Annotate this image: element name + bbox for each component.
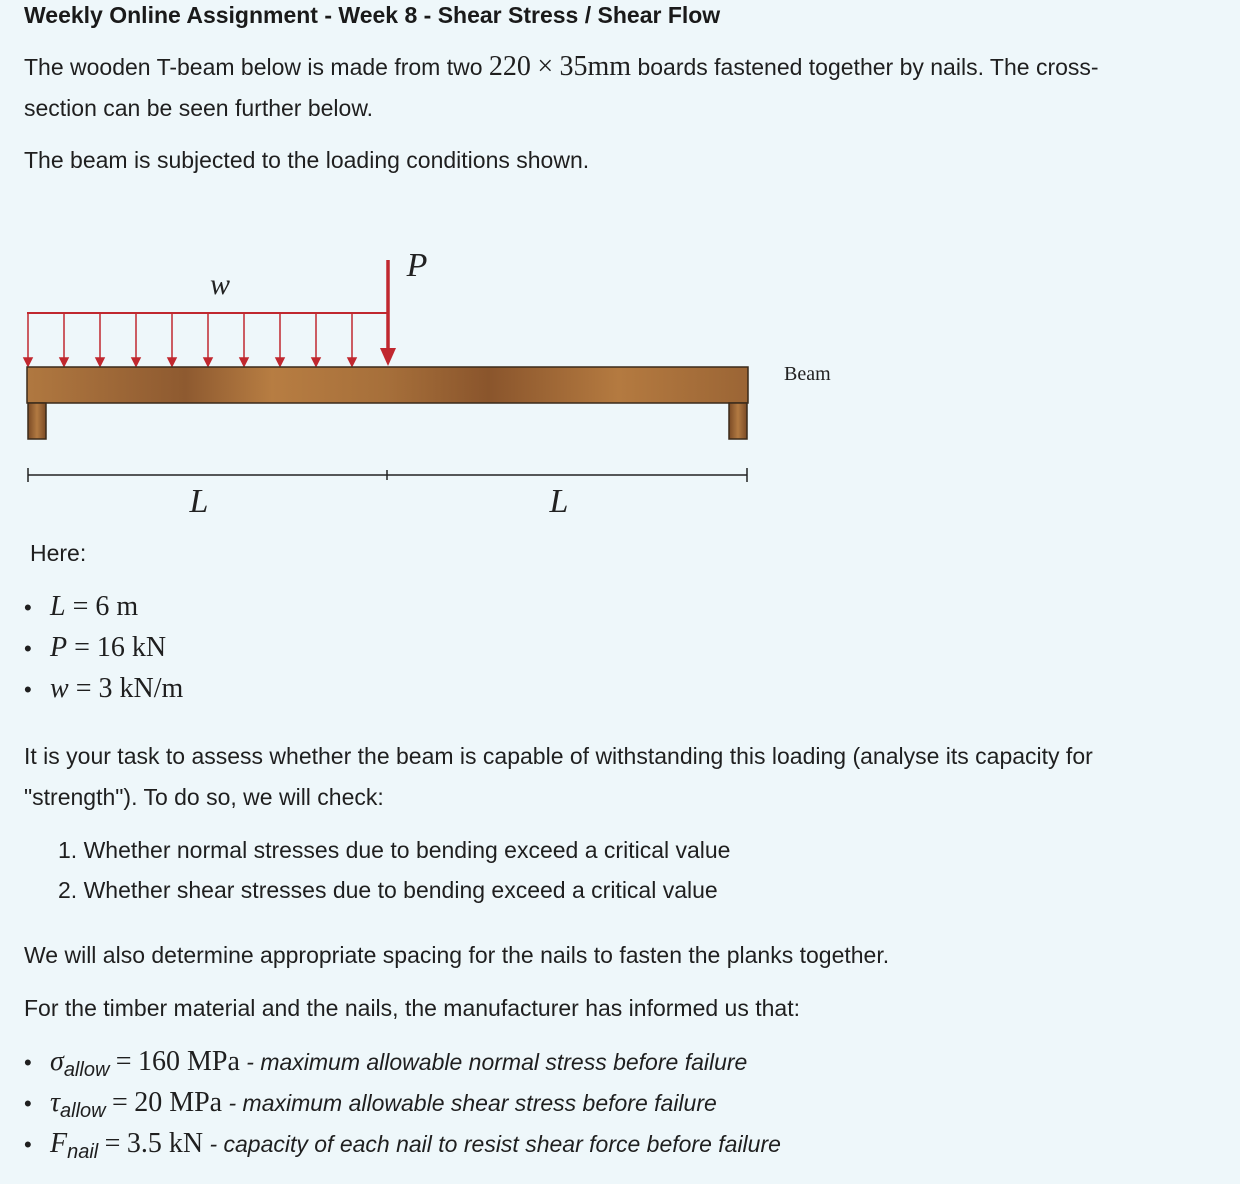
- intro-paragraph: [24, 46, 1099, 129]
- variable-item: • w = 3 kN/m: [24, 673, 184, 704]
- variable-list: [24, 586, 183, 709]
- allowable-item: • $F_{nail} = 3.5$ kN - capacity of each nail to resist shear force before failure: [24, 1128, 781, 1163]
- check-item: 2. Whether shear stresses due to bending exceed a critical value: [58, 877, 718, 903]
- nails-text: We will also determine appropriate spacing for the nails to fasten the planks together.: [24, 942, 890, 968]
- label-l-right: L: [549, 483, 569, 520]
- beam-diagram: [0, 240, 900, 530]
- allowables-list: [24, 1041, 781, 1164]
- right-support: [729, 403, 747, 439]
- left-support: [28, 403, 46, 439]
- intro-line1-pre: The wooden T-beam below is made from two: [24, 54, 489, 80]
- times-sign: ×: [537, 51, 554, 82]
- distributed-load: [24, 313, 388, 366]
- task-line2: "strength"). To do so, we will check:: [24, 784, 384, 810]
- intro-line1-post: boards fastened together by nails. The cross-: [631, 54, 1099, 80]
- label-beam: Beam: [784, 363, 831, 385]
- page-title: Weekly Online Assignment - Week 8 - Shear Stress / Shear Flow: [24, 2, 721, 28]
- label-w: w: [209, 268, 231, 301]
- dimension-line: [28, 468, 747, 482]
- allowable-item: • $\sigma_{allow} = 160$ MPa - maximum allowable normal stress before failure: [24, 1046, 748, 1081]
- task-paragraph: [24, 736, 1093, 818]
- label-p: P: [406, 247, 428, 284]
- variable-item: • P = 16 kN: [24, 632, 167, 663]
- dim-b: 35mm: [559, 51, 632, 82]
- intro-line2: section can be seen further below.: [24, 95, 374, 121]
- manufacturer-text: For the timber material and the nails, the manufacturer has informed us that:: [24, 995, 800, 1021]
- here-label: Here:: [30, 540, 87, 566]
- allowable-item: • $\tau_{allow} = 20$ MPa - maximum allowable shear stress before failure: [24, 1087, 717, 1122]
- beam: [27, 367, 748, 403]
- dim-a: 220: [488, 51, 531, 82]
- loading-text: The beam is subjected to the loading conditions shown.: [24, 147, 590, 173]
- variable-item: • L = 6 m: [24, 591, 139, 622]
- check-list: [58, 830, 730, 910]
- label-l-left: L: [189, 483, 209, 520]
- task-line1: It is your task to assess whether the beam is capable of withstanding this loading (analyse its capacity for: [24, 743, 1093, 769]
- check-item: 1. Whether normal stresses due to bending exceed a critical value: [58, 837, 731, 863]
